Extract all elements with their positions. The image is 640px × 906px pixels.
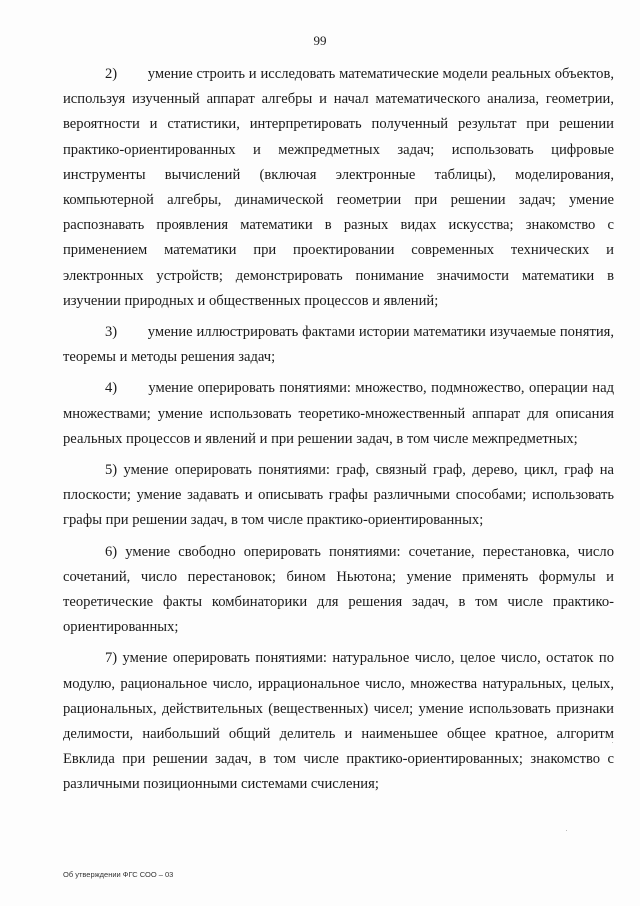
- page-footer: Об утверждении ФГС СОО – 03: [63, 870, 174, 879]
- page-number: 99: [313, 33, 327, 48]
- scan-speck: [566, 830, 567, 831]
- paragraph-item-6: 6) умение свободно оперировать понятиями: сочетание, перестановка, число сочетаний, число перестановок; бином Ньютона; умение применять формулы и теоретические факты комбинаторики для решения задач, в том числе практико-ориентированных;: [63, 543, 614, 636]
- paragraph-item-2: 2) умение строить и исследовать математические модели реальных объектов, используя изученный аппарат алгебры и начал математического анализа, геометрии, вероятности и статистики, интерпретировать полученный результат при решении практико-ориентированных и межпредметных задач; использовать цифровые инструменты вычислений (включая электронные таблицы), моделирования, компьютерной алгебры, динамической геометрии при решении задач; умение распознавать проявления математики в разных видах искусства; знакомство с применением математики при проектировании современных технических и электронных устройств; демонстрировать понимание значимости математики в изучении природных и общественных процессов и явлений;: [63, 66, 614, 309]
- paragraph-item-4: 4) умение оперировать понятиями: множество, подмножество, операции над множествами; умение использовать теоретико-множественный аппарат для описания реальных процессов и явлений и при решении задач, в том числе межпредметных;: [63, 380, 614, 447]
- scan-speck: [612, 742, 613, 743]
- body-text: [63, 62, 614, 804]
- paragraph-item-5: 5) умение оперировать понятиями: граф, связный граф, дерево, цикл, граф на плоскости; умение задавать и описывать графы различными способами; использовать графы при решении задач, в том числе практико-ориентированных;: [63, 462, 614, 529]
- paragraph-item-7: 7) умение оперировать понятиями: натуральное число, целое число, остаток по модулю, рациональное число, иррациональное число, множества натуральных, целых, рациональных, действительных (вещественных) чисел; умение использовать признаки делимости, наибольший общий делитель и наименьшее общее кратное, алгоритм Евклида при решении задач, в том числе практико-ориентированных; знакомство с различными позиционными системами счисления;: [63, 650, 614, 793]
- paragraph-item-3: 3) умение иллюстрировать фактами истории математики изучаемые понятия, теоремы и методы решения задач;: [63, 324, 614, 366]
